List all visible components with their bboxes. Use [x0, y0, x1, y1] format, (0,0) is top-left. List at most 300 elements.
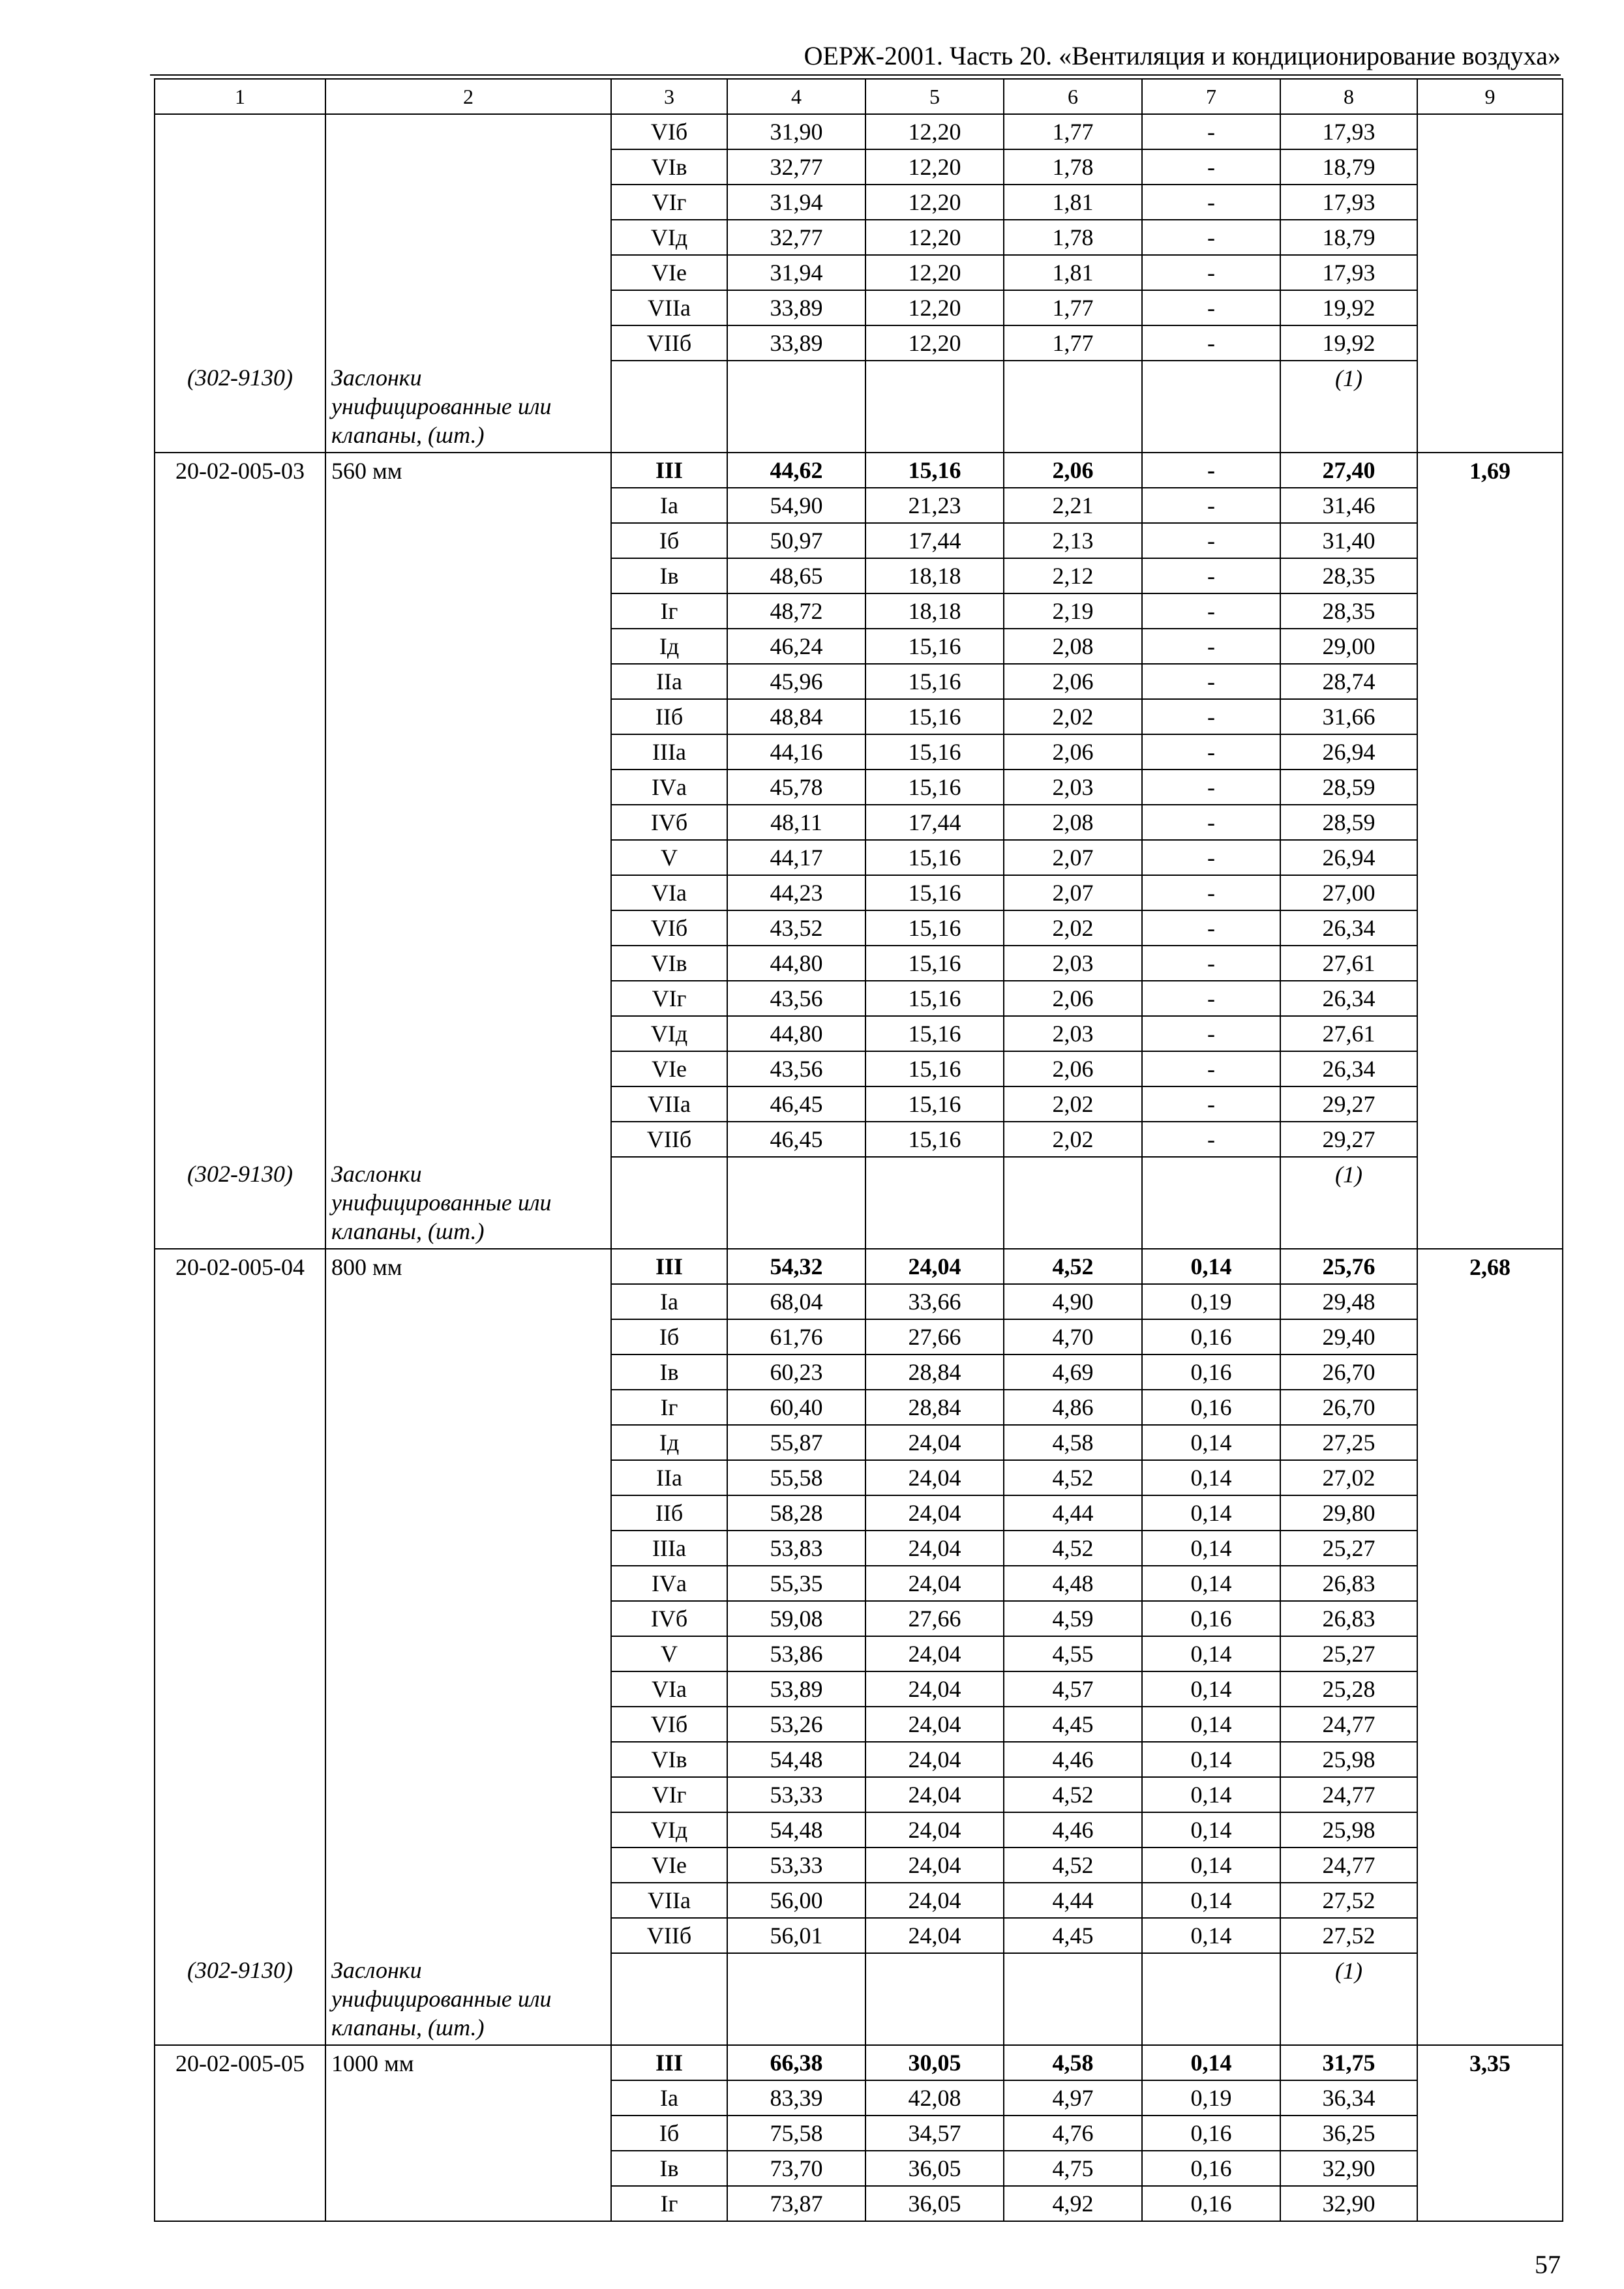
column-number: 1 — [155, 79, 325, 114]
norm-code-cell — [155, 290, 325, 325]
norm-code-cell — [155, 946, 325, 981]
labor-hours-cell — [1417, 1777, 1563, 1812]
zone-cell: IIа — [611, 1460, 727, 1495]
total-cost-cell: 43,56 — [727, 981, 865, 1016]
labor-hours-cell — [1417, 840, 1563, 875]
norm-name-cell — [325, 1354, 611, 1390]
operator-wage-cell: 0,14 — [1142, 1249, 1280, 1284]
machine-cost-cell: 2,06 — [1004, 1051, 1142, 1086]
labor-cost-cell: 17,44 — [865, 805, 1004, 840]
labor-hours-cell — [1417, 488, 1563, 523]
labor-hours-cell — [1417, 1086, 1563, 1122]
table-row — [155, 2045, 1563, 2080]
table-row — [155, 1531, 1563, 1566]
materials-cost-cell: 28,35 — [1280, 558, 1417, 593]
zone-cell: VIIа — [611, 1086, 727, 1122]
labor-hours-cell — [1417, 523, 1563, 558]
zone-cell: VIг — [611, 981, 727, 1016]
header-rule — [150, 74, 1561, 76]
norm-name-cell — [325, 1051, 611, 1086]
norm-code-cell — [155, 734, 325, 770]
labor-cost-cell: 12,20 — [865, 149, 1004, 185]
table-row — [155, 453, 1563, 488]
materials-cost-cell: 36,34 — [1280, 2080, 1417, 2116]
table-row — [155, 1601, 1563, 1636]
materials-cost-cell: 26,94 — [1280, 734, 1417, 770]
operator-wage-cell: - — [1142, 875, 1280, 910]
norm-code-cell — [155, 1707, 325, 1742]
operator-wage-cell: - — [1142, 629, 1280, 664]
norm-code-cell — [155, 1425, 325, 1460]
materials-cost-cell: 26,83 — [1280, 1601, 1417, 1636]
norm-code-cell — [155, 1636, 325, 1671]
table-row — [155, 593, 1563, 629]
table-row — [155, 1777, 1563, 1812]
empty-cell — [727, 361, 865, 453]
materials-cost-cell: 25,28 — [1280, 1671, 1417, 1707]
norm-name-cell — [325, 734, 611, 770]
zone-cell: IIб — [611, 1495, 727, 1531]
total-cost-cell: 68,04 — [727, 1284, 865, 1319]
machine-cost-cell: 1,77 — [1004, 114, 1142, 149]
labor-hours-cell — [1417, 1812, 1563, 1848]
labor-cost-cell: 24,04 — [865, 1495, 1004, 1531]
machine-cost-cell: 1,81 — [1004, 255, 1142, 290]
norm-name-cell — [325, 488, 611, 523]
table-row — [155, 185, 1563, 220]
total-cost-cell: 75,58 — [727, 2116, 865, 2151]
materials-cost-cell: 29,48 — [1280, 1284, 1417, 1319]
norm-name-cell — [325, 1319, 611, 1354]
total-cost-cell: 45,78 — [727, 770, 865, 805]
zone-cell: VIб — [611, 114, 727, 149]
labor-hours-cell — [1417, 910, 1563, 946]
norm-code-cell — [155, 1122, 325, 1157]
table-row — [155, 699, 1563, 734]
norm-name-cell — [325, 558, 611, 593]
resource-row — [155, 1157, 1563, 1249]
norm-code-cell — [155, 255, 325, 290]
labor-cost-cell: 24,04 — [865, 1707, 1004, 1742]
norm-code-cell — [155, 1319, 325, 1354]
norms-table — [154, 78, 1563, 2222]
table-row — [155, 1319, 1563, 1354]
resource-row — [155, 361, 1563, 453]
table-row — [155, 1016, 1563, 1051]
labor-hours-cell — [1417, 1390, 1563, 1425]
resource-code-cell: (302-9130) — [155, 361, 325, 453]
operator-wage-cell: - — [1142, 805, 1280, 840]
operator-wage-cell: - — [1142, 593, 1280, 629]
machine-cost-cell: 4,86 — [1004, 1390, 1142, 1425]
labor-cost-cell: 15,16 — [865, 875, 1004, 910]
operator-wage-cell: - — [1142, 734, 1280, 770]
norm-code-cell: 20-02-005-04 — [155, 1249, 325, 1284]
empty-cell — [727, 1953, 865, 2045]
norm-code-cell — [155, 114, 325, 149]
labor-cost-cell: 17,44 — [865, 523, 1004, 558]
norm-name-cell — [325, 1848, 611, 1883]
operator-wage-cell: 0,14 — [1142, 1531, 1280, 1566]
norm-name-cell — [325, 629, 611, 664]
norm-name-cell — [325, 1390, 611, 1425]
operator-wage-cell: - — [1142, 255, 1280, 290]
norm-name-cell — [325, 840, 611, 875]
total-cost-cell: 44,23 — [727, 875, 865, 910]
materials-cost-cell: 17,93 — [1280, 185, 1417, 220]
zone-cell: VIв — [611, 149, 727, 185]
labor-cost-cell: 12,20 — [865, 290, 1004, 325]
labor-cost-cell: 15,16 — [865, 1122, 1004, 1157]
resource-name-cell: Заслонки унифицированные или клапаны, (шт.) — [325, 361, 611, 453]
labor-hours-cell — [1417, 1495, 1563, 1531]
operator-wage-cell: - — [1142, 664, 1280, 699]
norm-name-cell — [325, 805, 611, 840]
machine-cost-cell: 2,06 — [1004, 453, 1142, 488]
machine-cost-cell: 2,06 — [1004, 734, 1142, 770]
materials-cost-cell: 27,02 — [1280, 1460, 1417, 1495]
column-number: 7 — [1142, 79, 1280, 114]
column-number: 4 — [727, 79, 865, 114]
total-cost-cell: 54,48 — [727, 1812, 865, 1848]
operator-wage-cell: - — [1142, 523, 1280, 558]
labor-hours-cell — [1417, 185, 1563, 220]
table-row — [155, 629, 1563, 664]
materials-cost-cell: 31,66 — [1280, 699, 1417, 734]
machine-cost-cell: 4,52 — [1004, 1249, 1142, 1284]
machine-cost-cell: 2,21 — [1004, 488, 1142, 523]
machine-cost-cell: 2,02 — [1004, 1122, 1142, 1157]
operator-wage-cell: 0,16 — [1142, 2116, 1280, 2151]
operator-wage-cell: 0,14 — [1142, 1883, 1280, 1918]
materials-cost-cell: 25,98 — [1280, 1742, 1417, 1777]
norm-name-cell — [325, 1284, 611, 1319]
labor-cost-cell: 36,05 — [865, 2151, 1004, 2186]
table-row — [155, 325, 1563, 361]
materials-cost-cell: 27,52 — [1280, 1918, 1417, 1953]
operator-wage-cell: - — [1142, 840, 1280, 875]
machine-cost-cell: 2,07 — [1004, 840, 1142, 875]
norm-name-cell — [325, 1016, 611, 1051]
zone-cell: Iд — [611, 1425, 727, 1460]
total-cost-cell: 55,87 — [727, 1425, 865, 1460]
labor-cost-cell: 15,16 — [865, 629, 1004, 664]
zone-cell: III — [611, 2045, 727, 2080]
labor-cost-cell: 15,16 — [865, 734, 1004, 770]
norm-name-cell — [325, 2080, 611, 2116]
labor-hours-cell — [1417, 220, 1563, 255]
operator-wage-cell: 0,14 — [1142, 1460, 1280, 1495]
total-cost-cell: 83,39 — [727, 2080, 865, 2116]
operator-wage-cell: 0,14 — [1142, 2045, 1280, 2080]
operator-wage-cell: 0,14 — [1142, 1777, 1280, 1812]
machine-cost-cell: 2,03 — [1004, 770, 1142, 805]
labor-hours-cell — [1417, 875, 1563, 910]
table-row — [155, 946, 1563, 981]
labor-hours-cell — [1417, 1566, 1563, 1601]
zone-cell: IIIа — [611, 1531, 727, 1566]
norm-name-cell — [325, 1531, 611, 1566]
norm-name-cell — [325, 1671, 611, 1707]
column-number: 2 — [325, 79, 611, 114]
norm-code-cell — [155, 1284, 325, 1319]
total-cost-cell: 53,83 — [727, 1531, 865, 1566]
norm-code-cell — [155, 1531, 325, 1566]
zone-cell: Iв — [611, 1354, 727, 1390]
operator-wage-cell: - — [1142, 220, 1280, 255]
operator-wage-cell: - — [1142, 770, 1280, 805]
labor-cost-cell: 24,04 — [865, 1742, 1004, 1777]
materials-cost-cell: 32,90 — [1280, 2186, 1417, 2221]
zone-cell: Iг — [611, 593, 727, 629]
operator-wage-cell: 0,14 — [1142, 1812, 1280, 1848]
table-row — [155, 1425, 1563, 1460]
labor-hours-cell — [1417, 2080, 1563, 2116]
empty-cell — [1142, 1157, 1280, 1249]
materials-cost-cell: 19,92 — [1280, 290, 1417, 325]
machine-cost-cell: 2,03 — [1004, 1016, 1142, 1051]
machine-cost-cell: 4,45 — [1004, 1707, 1142, 1742]
norm-name-cell — [325, 1777, 611, 1812]
labor-cost-cell: 27,66 — [865, 1601, 1004, 1636]
total-cost-cell: 44,17 — [727, 840, 865, 875]
page-header-title: ОЕРЖ-2001. Часть 20. «Вентиляция и кондиционирование воздуха» — [804, 41, 1561, 70]
labor-hours-cell — [1417, 1016, 1563, 1051]
zone-cell: VIд — [611, 220, 727, 255]
norm-code-cell — [155, 325, 325, 361]
labor-hours-cell — [1417, 1425, 1563, 1460]
total-cost-cell: 60,40 — [727, 1390, 865, 1425]
norm-code-cell — [155, 1671, 325, 1707]
norm-code-cell — [155, 981, 325, 1016]
labor-hours-cell — [1417, 593, 1563, 629]
table-row — [155, 2151, 1563, 2186]
machine-cost-cell: 1,78 — [1004, 220, 1142, 255]
zone-cell: IVб — [611, 805, 727, 840]
empty-cell — [611, 361, 727, 453]
resource-name-cell: Заслонки унифицированные или клапаны, (шт.) — [325, 1953, 611, 2045]
table-row — [155, 734, 1563, 770]
zone-cell: V — [611, 1636, 727, 1671]
norm-code-cell — [155, 2186, 325, 2221]
machine-cost-cell: 4,97 — [1004, 2080, 1142, 2116]
machine-cost-cell: 4,76 — [1004, 2116, 1142, 2151]
total-cost-cell: 43,52 — [727, 910, 865, 946]
materials-cost-cell: 29,27 — [1280, 1122, 1417, 1157]
labor-hours-cell — [1417, 1742, 1563, 1777]
norm-name-cell — [325, 593, 611, 629]
operator-wage-cell: 0,14 — [1142, 1636, 1280, 1671]
total-cost-cell: 43,56 — [727, 1051, 865, 1086]
labor-cost-cell: 34,57 — [865, 2116, 1004, 2151]
table-row — [155, 1918, 1563, 1953]
operator-wage-cell: - — [1142, 1051, 1280, 1086]
norm-code-cell — [155, 1742, 325, 1777]
materials-cost-cell: 26,70 — [1280, 1390, 1417, 1425]
table-row — [155, 1051, 1563, 1086]
norms-body — [155, 114, 1563, 2221]
empty-cell — [1142, 361, 1280, 453]
labor-hours-cell — [1417, 1284, 1563, 1319]
total-cost-cell: 54,32 — [727, 1249, 865, 1284]
norm-code-cell — [155, 1051, 325, 1086]
operator-wage-cell: - — [1142, 1122, 1280, 1157]
table-row — [155, 875, 1563, 910]
materials-cost-cell: 28,74 — [1280, 664, 1417, 699]
table-row — [155, 1354, 1563, 1390]
norm-name-cell — [325, 1742, 611, 1777]
norm-code-cell — [155, 875, 325, 910]
machine-cost-cell: 1,77 — [1004, 290, 1142, 325]
labor-hours-cell — [1417, 558, 1563, 593]
norm-code-cell — [155, 149, 325, 185]
resource-code-cell: (302-9130) — [155, 1157, 325, 1249]
labor-hours-cell — [1417, 770, 1563, 805]
norm-name-cell — [325, 1460, 611, 1495]
total-cost-cell: 61,76 — [727, 1319, 865, 1354]
total-cost-cell: 53,26 — [727, 1707, 865, 1742]
norm-code-cell — [155, 664, 325, 699]
zone-cell: III — [611, 453, 727, 488]
machine-cost-cell: 4,52 — [1004, 1848, 1142, 1883]
norm-code-cell — [155, 1848, 325, 1883]
norm-name-cell — [325, 325, 611, 361]
table-row — [155, 1390, 1563, 1425]
empty-cell — [727, 1157, 865, 1249]
labor-hours-cell: 3,35 — [1417, 2045, 1563, 2080]
materials-cost-cell: 18,79 — [1280, 220, 1417, 255]
materials-cost-cell: 17,93 — [1280, 255, 1417, 290]
table-row — [155, 1086, 1563, 1122]
materials-cost-cell: 26,83 — [1280, 1566, 1417, 1601]
empty-cell — [1417, 361, 1563, 453]
labor-cost-cell: 24,04 — [865, 1531, 1004, 1566]
materials-cost-cell: 27,00 — [1280, 875, 1417, 910]
norm-name-cell — [325, 946, 611, 981]
labor-hours-cell — [1417, 1671, 1563, 1707]
machine-cost-cell: 4,52 — [1004, 1777, 1142, 1812]
operator-wage-cell: 0,19 — [1142, 1284, 1280, 1319]
norm-code-cell — [155, 1390, 325, 1425]
materials-cost-cell: 24,77 — [1280, 1848, 1417, 1883]
norm-name-cell — [325, 1636, 611, 1671]
zone-cell: VIд — [611, 1812, 727, 1848]
labor-cost-cell: 24,04 — [865, 1918, 1004, 1953]
table-row — [155, 1566, 1563, 1601]
norm-name-cell — [325, 1812, 611, 1848]
labor-hours-cell — [1417, 981, 1563, 1016]
norm-code-cell — [155, 770, 325, 805]
norm-name-cell — [325, 1707, 611, 1742]
materials-cost-cell: 26,34 — [1280, 1051, 1417, 1086]
materials-cost-cell: 26,94 — [1280, 840, 1417, 875]
total-cost-cell: 53,89 — [727, 1671, 865, 1707]
labor-cost-cell: 15,16 — [865, 910, 1004, 946]
zone-cell: IIIа — [611, 734, 727, 770]
resource-qty-cell: (1) — [1280, 361, 1417, 453]
materials-cost-cell: 18,79 — [1280, 149, 1417, 185]
operator-wage-cell: - — [1142, 558, 1280, 593]
norm-code-cell — [155, 1777, 325, 1812]
total-cost-cell: 55,35 — [727, 1566, 865, 1601]
labor-hours-cell — [1417, 734, 1563, 770]
operator-wage-cell: - — [1142, 946, 1280, 981]
zone-cell: VIIб — [611, 1918, 727, 1953]
table-row — [155, 290, 1563, 325]
machine-cost-cell: 4,45 — [1004, 1918, 1142, 1953]
materials-cost-cell: 31,46 — [1280, 488, 1417, 523]
table-row — [155, 114, 1563, 149]
resource-name-cell: Заслонки унифицированные или клапаны, (шт.) — [325, 1157, 611, 1249]
zone-cell: IIа — [611, 664, 727, 699]
labor-cost-cell: 28,84 — [865, 1354, 1004, 1390]
column-number: 6 — [1004, 79, 1142, 114]
table-row — [155, 1460, 1563, 1495]
table-row — [155, 558, 1563, 593]
materials-cost-cell: 25,98 — [1280, 1812, 1417, 1848]
labor-hours-cell — [1417, 1918, 1563, 1953]
zone-cell: Iа — [611, 2080, 727, 2116]
empty-cell — [1004, 361, 1142, 453]
labor-hours-cell — [1417, 2151, 1563, 2186]
labor-cost-cell: 24,04 — [865, 1425, 1004, 1460]
machine-cost-cell: 4,90 — [1004, 1284, 1142, 1319]
norm-name-cell — [325, 255, 611, 290]
machine-cost-cell: 4,92 — [1004, 2186, 1142, 2221]
norm-code-cell — [155, 523, 325, 558]
labor-cost-cell: 24,04 — [865, 1566, 1004, 1601]
labor-cost-cell: 15,16 — [865, 981, 1004, 1016]
labor-hours-cell: 2,68 — [1417, 1249, 1563, 1284]
total-cost-cell: 48,72 — [727, 593, 865, 629]
norm-name-cell — [325, 220, 611, 255]
norm-name-cell — [325, 1086, 611, 1122]
norm-code-cell — [155, 629, 325, 664]
norm-code-cell — [155, 2151, 325, 2186]
machine-cost-cell: 1,81 — [1004, 185, 1142, 220]
labor-hours-cell — [1417, 1848, 1563, 1883]
operator-wage-cell: 0,14 — [1142, 1707, 1280, 1742]
total-cost-cell: 45,96 — [727, 664, 865, 699]
total-cost-cell: 54,90 — [727, 488, 865, 523]
zone-cell: Iг — [611, 1390, 727, 1425]
table-row — [155, 220, 1563, 255]
norm-name-cell — [325, 523, 611, 558]
machine-cost-cell: 2,02 — [1004, 1086, 1142, 1122]
total-cost-cell: 31,94 — [727, 185, 865, 220]
norm-name-cell: 1000 мм — [325, 2045, 611, 2080]
zone-cell: Iг — [611, 2186, 727, 2221]
machine-cost-cell: 2,06 — [1004, 664, 1142, 699]
norm-code-cell — [155, 2080, 325, 2116]
materials-cost-cell: 29,40 — [1280, 1319, 1417, 1354]
operator-wage-cell: 0,19 — [1142, 2080, 1280, 2116]
labor-cost-cell: 24,04 — [865, 1460, 1004, 1495]
total-cost-cell: 46,24 — [727, 629, 865, 664]
zone-cell: V — [611, 840, 727, 875]
materials-cost-cell: 29,80 — [1280, 1495, 1417, 1531]
norm-name-cell — [325, 875, 611, 910]
operator-wage-cell: 0,14 — [1142, 1671, 1280, 1707]
norm-code-cell — [155, 1566, 325, 1601]
operator-wage-cell: - — [1142, 114, 1280, 149]
operator-wage-cell: 0,14 — [1142, 1425, 1280, 1460]
labor-hours-cell — [1417, 1354, 1563, 1390]
machine-cost-cell: 1,77 — [1004, 325, 1142, 361]
total-cost-cell: 53,33 — [727, 1848, 865, 1883]
resource-qty-cell: (1) — [1280, 1953, 1417, 2045]
materials-cost-cell: 32,90 — [1280, 2151, 1417, 2186]
